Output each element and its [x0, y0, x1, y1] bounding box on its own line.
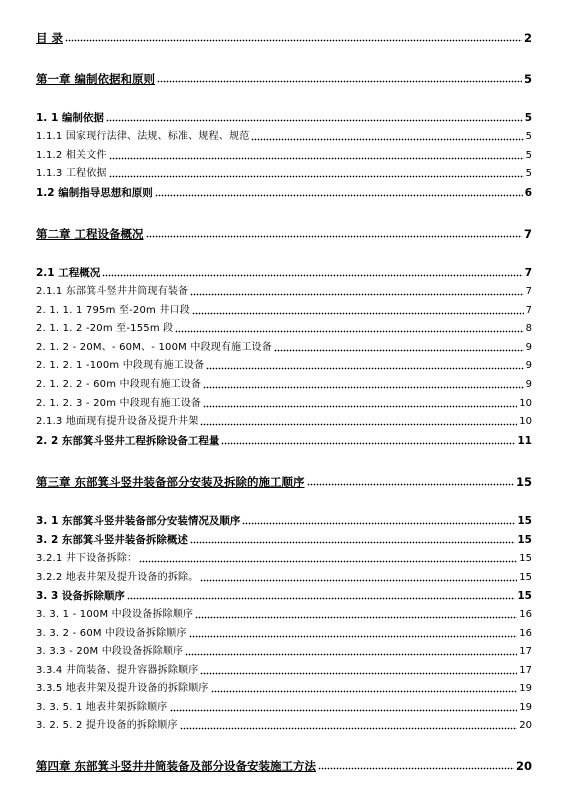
toc-entry[interactable]	[36, 341, 532, 355]
dot-leader	[206, 360, 523, 370]
toc-entry[interactable]	[36, 701, 532, 715]
toc-entry[interactable]	[36, 149, 532, 163]
dot-leader	[155, 187, 523, 197]
dot-leader	[175, 323, 523, 333]
toc-entry-page: 5	[525, 168, 532, 179]
toc-entry-title: 2. 1. 2. 1 -100m 中段现有施工设备	[36, 360, 205, 371]
toc-entry[interactable]	[36, 719, 532, 733]
toc-entry-title: 3. 3. 1 - 100M 中段设备拆除顺序	[36, 609, 194, 620]
toc-entry-page: 9	[525, 342, 532, 353]
toc-entry-page: 19	[519, 702, 532, 713]
toc-entry[interactable]	[36, 227, 532, 241]
dot-leader	[221, 435, 515, 445]
toc-entry-title: 2.1.3 地面现有提升设备及提升井架	[36, 416, 199, 427]
toc-entry-page: 5	[524, 112, 532, 124]
toc-entry[interactable]	[36, 682, 532, 696]
toc-entry-page: 17	[519, 665, 532, 676]
toc-entry-title: 2. 1. 2 - 20M、- 60M、- 100M 中段现有施工设备	[36, 342, 272, 353]
toc-entry[interactable]	[36, 397, 532, 411]
dot-leader	[157, 73, 522, 83]
dot-leader	[200, 572, 517, 582]
toc-entry-page: 5	[525, 150, 532, 161]
toc-entry-page: 5	[523, 72, 532, 86]
toc-entry-title: 1. 1 编制依据	[36, 112, 104, 124]
toc-entry-page: 19	[519, 683, 532, 694]
toc-entry[interactable]	[36, 571, 532, 585]
toc-entry-page: 15	[519, 553, 532, 564]
dot-leader	[190, 286, 523, 296]
toc-entry-title: 2. 1. 1. 2 -20m 至-155m 段	[36, 323, 174, 334]
toc-entry-page: 8	[525, 323, 532, 334]
toc-entry-title: 3. 3. 5. 1 地表井架拆除顺序	[36, 702, 168, 713]
toc-entry-page: 11	[517, 435, 532, 447]
dot-leader	[274, 342, 524, 352]
toc-entry-title: 第三章 东部箕斗竖井装备部分安装及拆除的施工顺序	[36, 475, 305, 489]
toc-entry-title: 3. 3.3 - 20M 中段设备拆除顺序	[36, 646, 184, 657]
toc-entry-page: 15	[517, 515, 532, 527]
toc-entry[interactable]	[36, 111, 532, 125]
dot-leader	[242, 515, 515, 525]
dot-leader	[102, 267, 522, 277]
dot-leader	[211, 683, 518, 693]
toc-entry[interactable]	[36, 359, 532, 373]
dot-leader	[192, 305, 524, 315]
toc-entry-title: 2. 1. 2. 2 - 60m 中段现有施工设备	[36, 379, 202, 390]
toc-entry-page: 17	[519, 646, 532, 657]
toc-entry[interactable]	[36, 434, 532, 448]
toc-entry-title: 3.3.5 地表井架及提升设备的拆除顺序	[36, 683, 209, 694]
toc-entry-title: 3. 2. 5. 2 提升设备的拆除顺序	[36, 720, 178, 731]
toc-entry[interactable]	[36, 186, 532, 200]
toc-entry-title: 1.1.3 工程依据	[36, 168, 107, 179]
toc-entry-title: 2.1 工程概况	[36, 267, 101, 279]
toc-entry-page: 20	[515, 759, 532, 773]
toc-entry-title: 第一章 编制依据和原则	[36, 72, 156, 86]
dot-leader	[251, 131, 523, 141]
dot-leader	[127, 590, 515, 600]
toc-entry-page: 7	[525, 305, 532, 316]
toc-entry[interactable]	[36, 304, 532, 318]
toc-entry[interactable]	[36, 552, 532, 566]
toc-entry-title: 1.2 编制指导思想和原则	[36, 187, 153, 199]
toc-entry-title: 3.2.2 地表井架及提升设备的拆除。	[36, 572, 199, 583]
dot-leader	[195, 609, 517, 619]
toc-entry[interactable]	[36, 266, 532, 280]
dot-leader	[146, 228, 522, 238]
toc-entry-title: 3. 3 设备拆除顺序	[36, 590, 125, 602]
toc-entry[interactable]	[36, 645, 532, 659]
toc-entry-title: 目 录	[36, 31, 64, 45]
toc-entry-page: 10	[519, 398, 532, 409]
toc-entry-title: 2. 1. 2. 3 - 20m 中段现有施工设备	[36, 398, 202, 409]
toc-entry[interactable]	[36, 130, 532, 144]
toc-entry-title: 2.1.1 东部箕斗竖井井筒现有装备	[36, 286, 189, 297]
toc-entry-title: 1.1.2 相关文件	[36, 150, 107, 161]
toc-entry-page: 7	[525, 286, 532, 297]
toc-entry-page: 16	[519, 609, 532, 620]
toc-entry[interactable]	[36, 608, 532, 622]
dot-leader	[139, 553, 517, 563]
toc-entry-page: 10	[519, 416, 532, 427]
toc-entry-page: 6	[524, 187, 532, 199]
toc-entry[interactable]	[36, 664, 532, 678]
toc-entry-page: 15	[519, 572, 532, 583]
dot-leader	[180, 720, 518, 730]
toc-entry-title: 1.1.1 国家现行法律、法规、标准、规程、规范	[36, 131, 250, 142]
toc-entry-title: 第二章 工程设备概况	[36, 227, 144, 241]
dot-leader	[190, 534, 515, 544]
toc-entry[interactable]	[36, 72, 532, 86]
toc-entry[interactable]	[36, 322, 532, 336]
dot-leader	[109, 168, 524, 178]
dot-leader	[185, 646, 517, 656]
toc-entry-title: 2. 2 东部箕斗竖井工程拆除设备工程量	[36, 435, 220, 447]
toc-entry[interactable]	[36, 167, 532, 181]
toc-entry-title: 3. 2 东部箕斗竖井装备拆除概述	[36, 534, 188, 546]
toc-entry-page: 15	[517, 590, 532, 602]
toc-entry[interactable]	[36, 589, 532, 603]
toc-entry-title: 2. 1. 1. 1 795m 至-20m 井口段	[36, 305, 190, 316]
dot-leader	[203, 398, 517, 408]
dot-leader	[65, 32, 522, 42]
dot-leader	[170, 702, 518, 712]
toc-entry-page: 20	[519, 720, 532, 731]
toc-entry-title: 3. 3. 2 - 60M 中段设备拆除顺序	[36, 628, 187, 639]
toc-entry[interactable]	[36, 378, 532, 392]
dot-leader	[200, 665, 517, 675]
toc-entry-page: 2	[523, 31, 532, 45]
toc-entry[interactable]	[36, 31, 532, 45]
toc-entry[interactable]	[36, 475, 532, 489]
dot-leader	[307, 476, 514, 486]
toc-entry-page: 5	[525, 131, 532, 142]
toc-entry[interactable]	[36, 759, 532, 773]
toc-entry-title: 3.2.1 井下设备拆除：	[36, 553, 138, 564]
toc-entry-title: 第四章 东部箕斗竖井井筒装备及部分设备安装施工方法	[36, 759, 317, 773]
toc-entry-title: 3. 1 东部箕斗竖井装备部分安装情况及顺序	[36, 515, 241, 527]
toc-entry-page: 9	[525, 379, 532, 390]
toc-entry-page: 15	[517, 534, 532, 546]
dot-leader	[106, 112, 523, 122]
toc-entry[interactable]	[36, 285, 532, 299]
toc-entry[interactable]	[36, 415, 532, 429]
toc-entry-page: 7	[523, 227, 532, 241]
toc-entry-page: 16	[519, 628, 532, 639]
dot-leader	[109, 150, 524, 160]
toc-entry-title: 3.3.4 井筒装备、提升容器拆除顺序	[36, 665, 199, 676]
dot-leader	[200, 416, 517, 426]
dot-leader	[189, 628, 518, 638]
toc-entry[interactable]	[36, 514, 532, 528]
dot-leader	[318, 760, 514, 770]
toc-entry[interactable]	[36, 627, 532, 641]
toc-entry-page: 15	[515, 475, 532, 489]
toc-entry-page: 7	[524, 267, 532, 279]
dot-leader	[203, 379, 523, 389]
toc-entry-page: 9	[525, 360, 532, 371]
toc-entry[interactable]	[36, 533, 532, 547]
